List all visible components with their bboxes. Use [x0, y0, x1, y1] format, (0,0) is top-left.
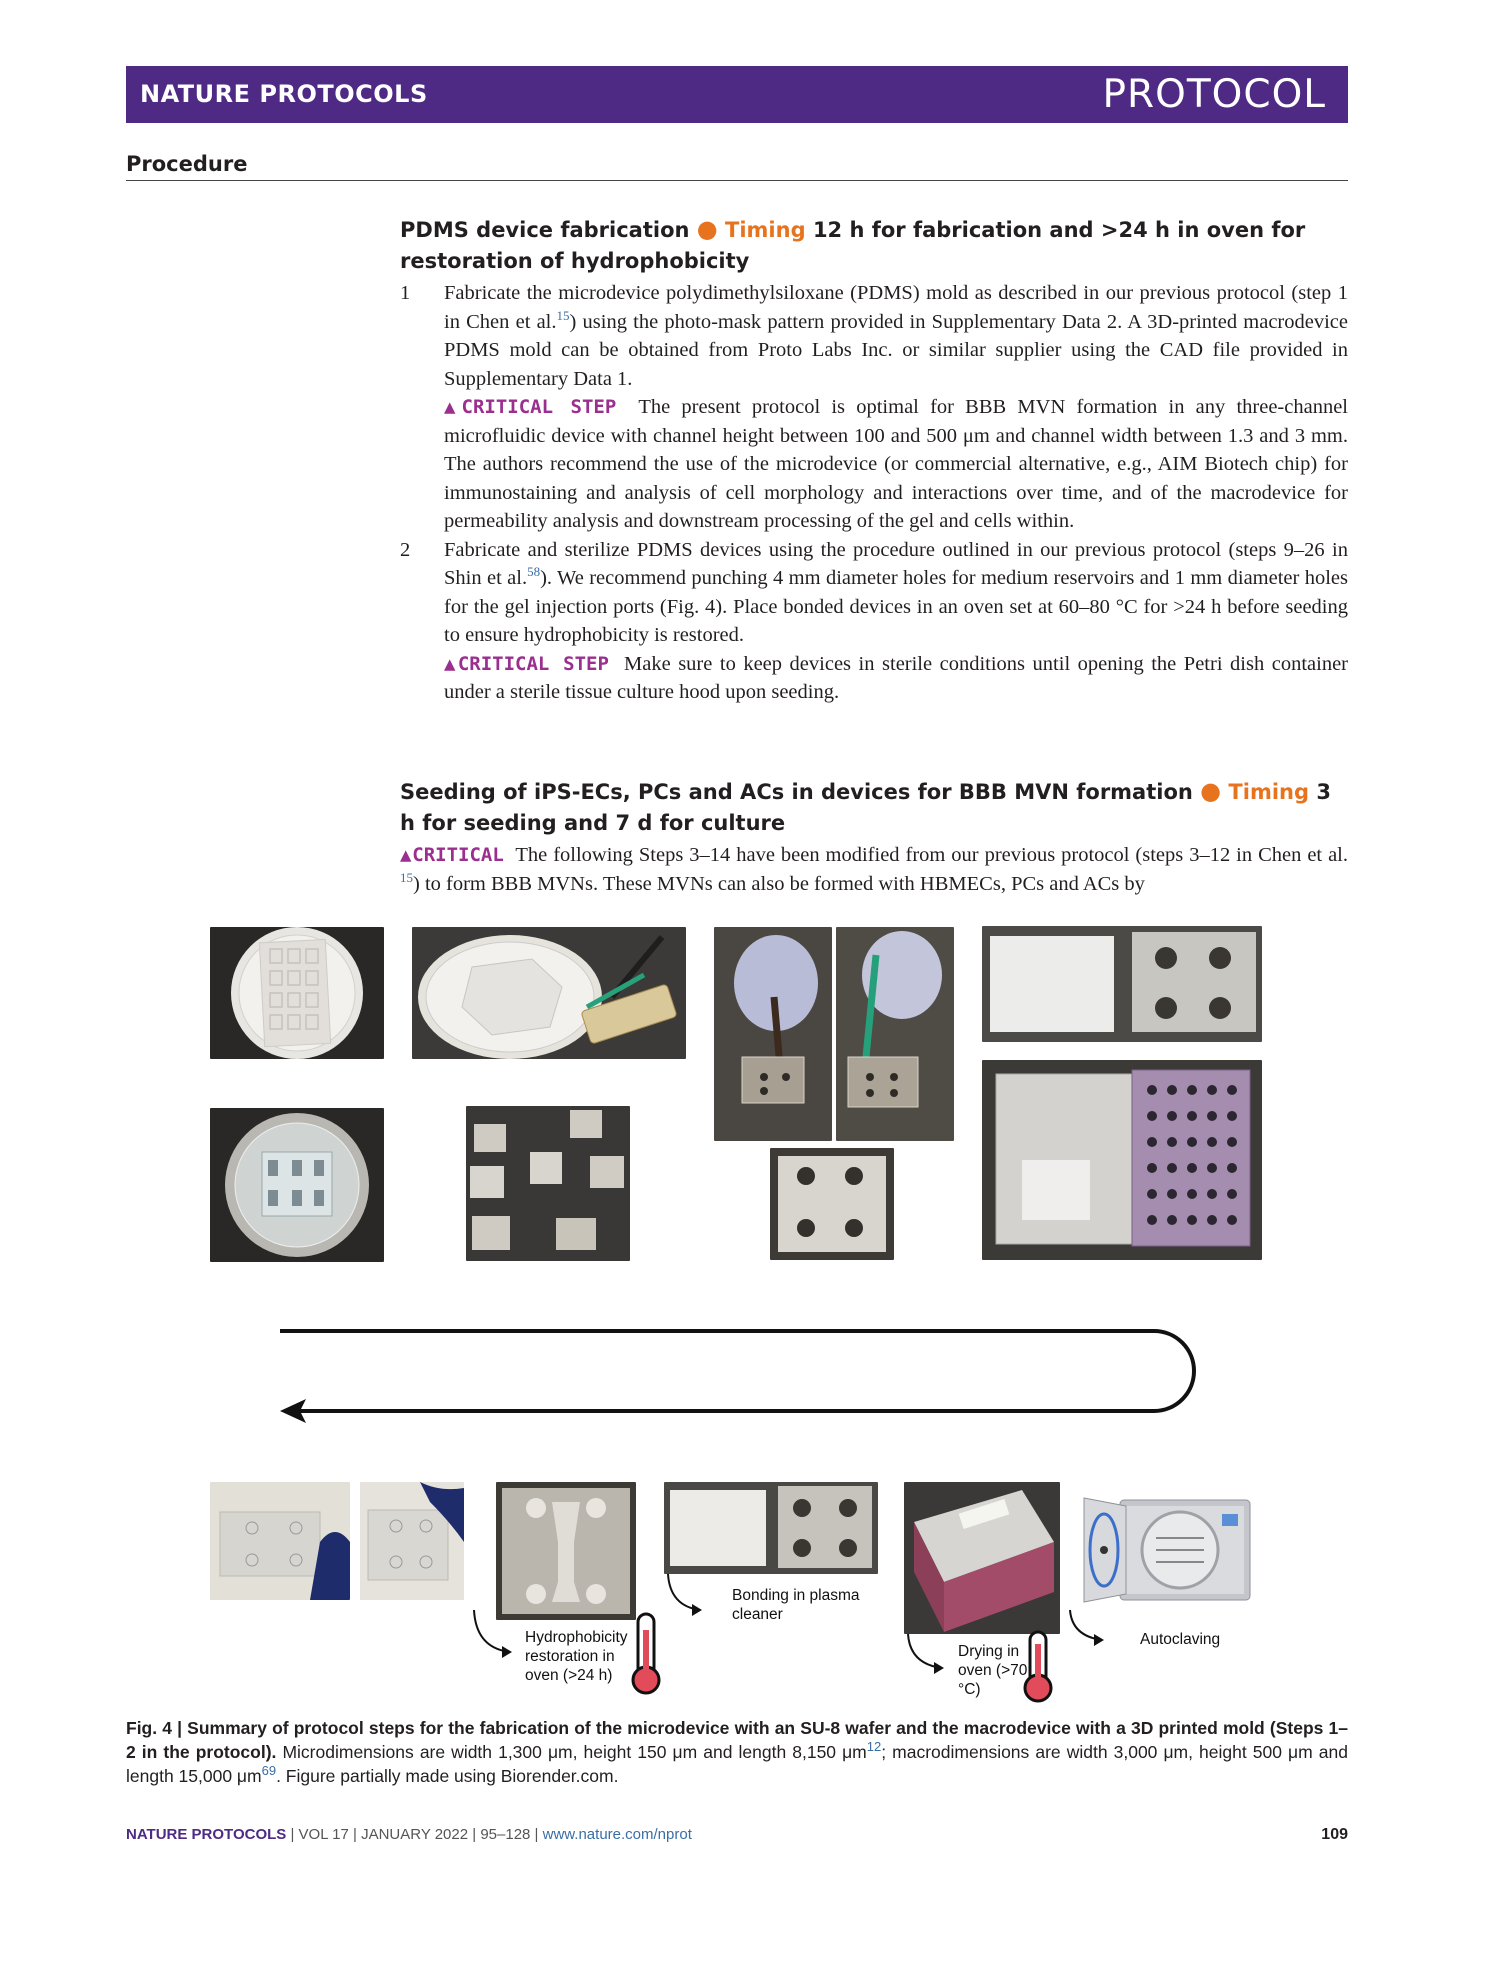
label-hydrophobicity: Hydrophobicity restoration in oven (>24 h)	[525, 1629, 628, 1684]
critical-label: ▲CRITICAL	[400, 844, 504, 866]
label-autoclaving: Autoclaving	[1140, 1631, 1221, 1648]
section-divider	[126, 180, 1348, 181]
page-number: 109	[1321, 1826, 1348, 1843]
bonded-device-photo-1	[210, 1482, 350, 1600]
seeding-title: Seeding of iPS-ECs, PCs and ACs in devices for BBB MVN formation	[400, 780, 1193, 804]
footer-journal: NATURE PROTOCOLS	[126, 1826, 287, 1843]
step-text: ). We recommend punching 4 mm diameter holes for medium reservoirs and 1 mm diameter holes for the gel injection ports (Fig. 4). Place bonded devices in an oven set at 60–80 °C for >24 h before seeding to ensure hydrophobicity is restored.	[444, 567, 1348, 646]
footer-pages: 95–128	[480, 1826, 531, 1843]
timing-dot-icon: ●	[696, 215, 718, 243]
pdms-section	[400, 214, 1348, 707]
step-text: ) using the photo-mask pattern provided in Supplementary Data 2. A 3D-printed macrodevice PDMS mold can be obtained from Proto Labs Inc. or similar supplier using the CAD file provided in Supplementary Data 1.	[444, 310, 1348, 390]
journal-banner	[126, 66, 1348, 123]
label-bonding: Bonding in plasma cleaner	[732, 1587, 860, 1623]
step-2	[400, 536, 1348, 707]
glass-pdms-photo	[982, 926, 1262, 1042]
seeding-intro	[400, 841, 1348, 898]
flow-return-arrow	[270, 1318, 1200, 1428]
punched-chip-photo	[770, 1148, 894, 1260]
reference-link[interactable]: 15	[556, 307, 570, 323]
pdms-title: PDMS device fabrication	[400, 218, 690, 242]
critical-text: The present protocol is optimal for BBB MVN formation in any three-channel microfluidic device with channel height between 100 and 500 μm and channel width between 1.3 and 3 mm. The authors recommend the use of the microdevice (or commercial alternative, e.g., AIM Biotech chip) for immunostaining and analysis of cell morphology and interactions over time, and of the macrodevice for permeability analysis and downstream processing of the gel and cells within.	[444, 396, 1348, 532]
arrow-autoclaving	[1070, 1610, 1102, 1640]
cut-chips-photo	[466, 1106, 630, 1261]
reference-link[interactable]: 69	[261, 1763, 277, 1779]
step-text: Fabricate and sterilize PDMS devices using the procedure outlined in our previous protocol (steps 9–26 in Shin et al.	[444, 538, 1348, 589]
pdms-timing-text: 12 h for fabrication and >24 h in oven for restoration of hydrophobicity	[400, 218, 1306, 273]
caption-text: ; macrodimensions are width 3,000 μm, height 500 μm and length 15,000 μm	[126, 1742, 1348, 1786]
page-footer: NATURE PROTOCOLS | VOL 17 | JANUARY 2022 | 95–128 | www.nature.com/nprot 109	[126, 1826, 1348, 1843]
seeding-heading	[400, 776, 1348, 839]
footer-volume: VOL 17	[298, 1826, 349, 1843]
pdms-dish-photo	[210, 1108, 384, 1262]
timing-label: Timing	[1228, 780, 1310, 804]
caption-text: . Figure partially made using Biorender.com.	[276, 1766, 619, 1786]
reference-link[interactable]: 58	[527, 564, 541, 580]
journal-name: NATURE PROTOCOLS	[140, 80, 428, 108]
bonded-device-photo-2	[360, 1482, 464, 1600]
punching-photo-2	[836, 927, 954, 1141]
seeding-text: The following Steps 3–14 have been modified from our previous protocol (steps 3–12 in Chen et al.	[515, 844, 1348, 866]
seeding-timing-text: 3 h for seeding and 7 d for culture	[400, 780, 1331, 835]
step-1	[400, 279, 1348, 536]
caption-text: Microdimensions are width 1,300 μm, height 150 μm and length 8,150 μm	[282, 1742, 867, 1762]
label-drying: Drying in oven (>70 °C)	[958, 1643, 1028, 1698]
figure-caption	[126, 1716, 1348, 1788]
footer-url[interactable]: www.nature.com/nprot	[542, 1826, 692, 1843]
seeding-section	[400, 776, 1348, 898]
step-text: Fabricate the microdevice polydimethylsiloxane (PDMS) mold as described in our previous protocol (step 1 in Chen et al.	[444, 282, 1348, 333]
caption-title: Fig. 4 | Summary of protocol steps for the fabrication of the microdevice with an SU-8 wafer and the macrodevice with a 3D printed mold (Steps 1–2 in the protocol).	[126, 1718, 1348, 1762]
timing-label: Timing	[725, 218, 806, 242]
critical-step-label: ▲CRITICAL STEP	[444, 652, 609, 675]
arrow-hydrophobicity	[474, 1610, 510, 1652]
critical-step-label: ▲CRITICAL STEP	[444, 396, 617, 418]
section-title: Procedure	[126, 152, 248, 176]
footer-date: JANUARY 2022	[361, 1826, 469, 1843]
seeding-text: ) to form BBB MVNs. These MVNs can also be formed with HBMECs, PCs and ACs by	[413, 872, 1145, 895]
article-type: PROTOCOL	[1102, 72, 1326, 117]
reference-link[interactable]: 12	[866, 1739, 882, 1755]
wafer-photo	[210, 927, 384, 1059]
punching-photo-1	[714, 927, 832, 1141]
tip-box-photo	[982, 1060, 1262, 1260]
critical-text: Make sure to keep devices in sterile conditions until opening the Petri dish container under a sterile tissue culture hood upon seeding.	[444, 652, 1348, 703]
pdms-heading	[400, 214, 1348, 277]
arrow-bonding	[668, 1574, 700, 1610]
arrow-drying	[908, 1634, 942, 1668]
step-number: 1	[400, 282, 411, 304]
step-number: 2	[400, 538, 411, 561]
reference-link[interactable]: 15	[400, 869, 413, 885]
timing-dot-icon: ●	[1200, 777, 1222, 805]
cutting-photo	[412, 927, 686, 1059]
